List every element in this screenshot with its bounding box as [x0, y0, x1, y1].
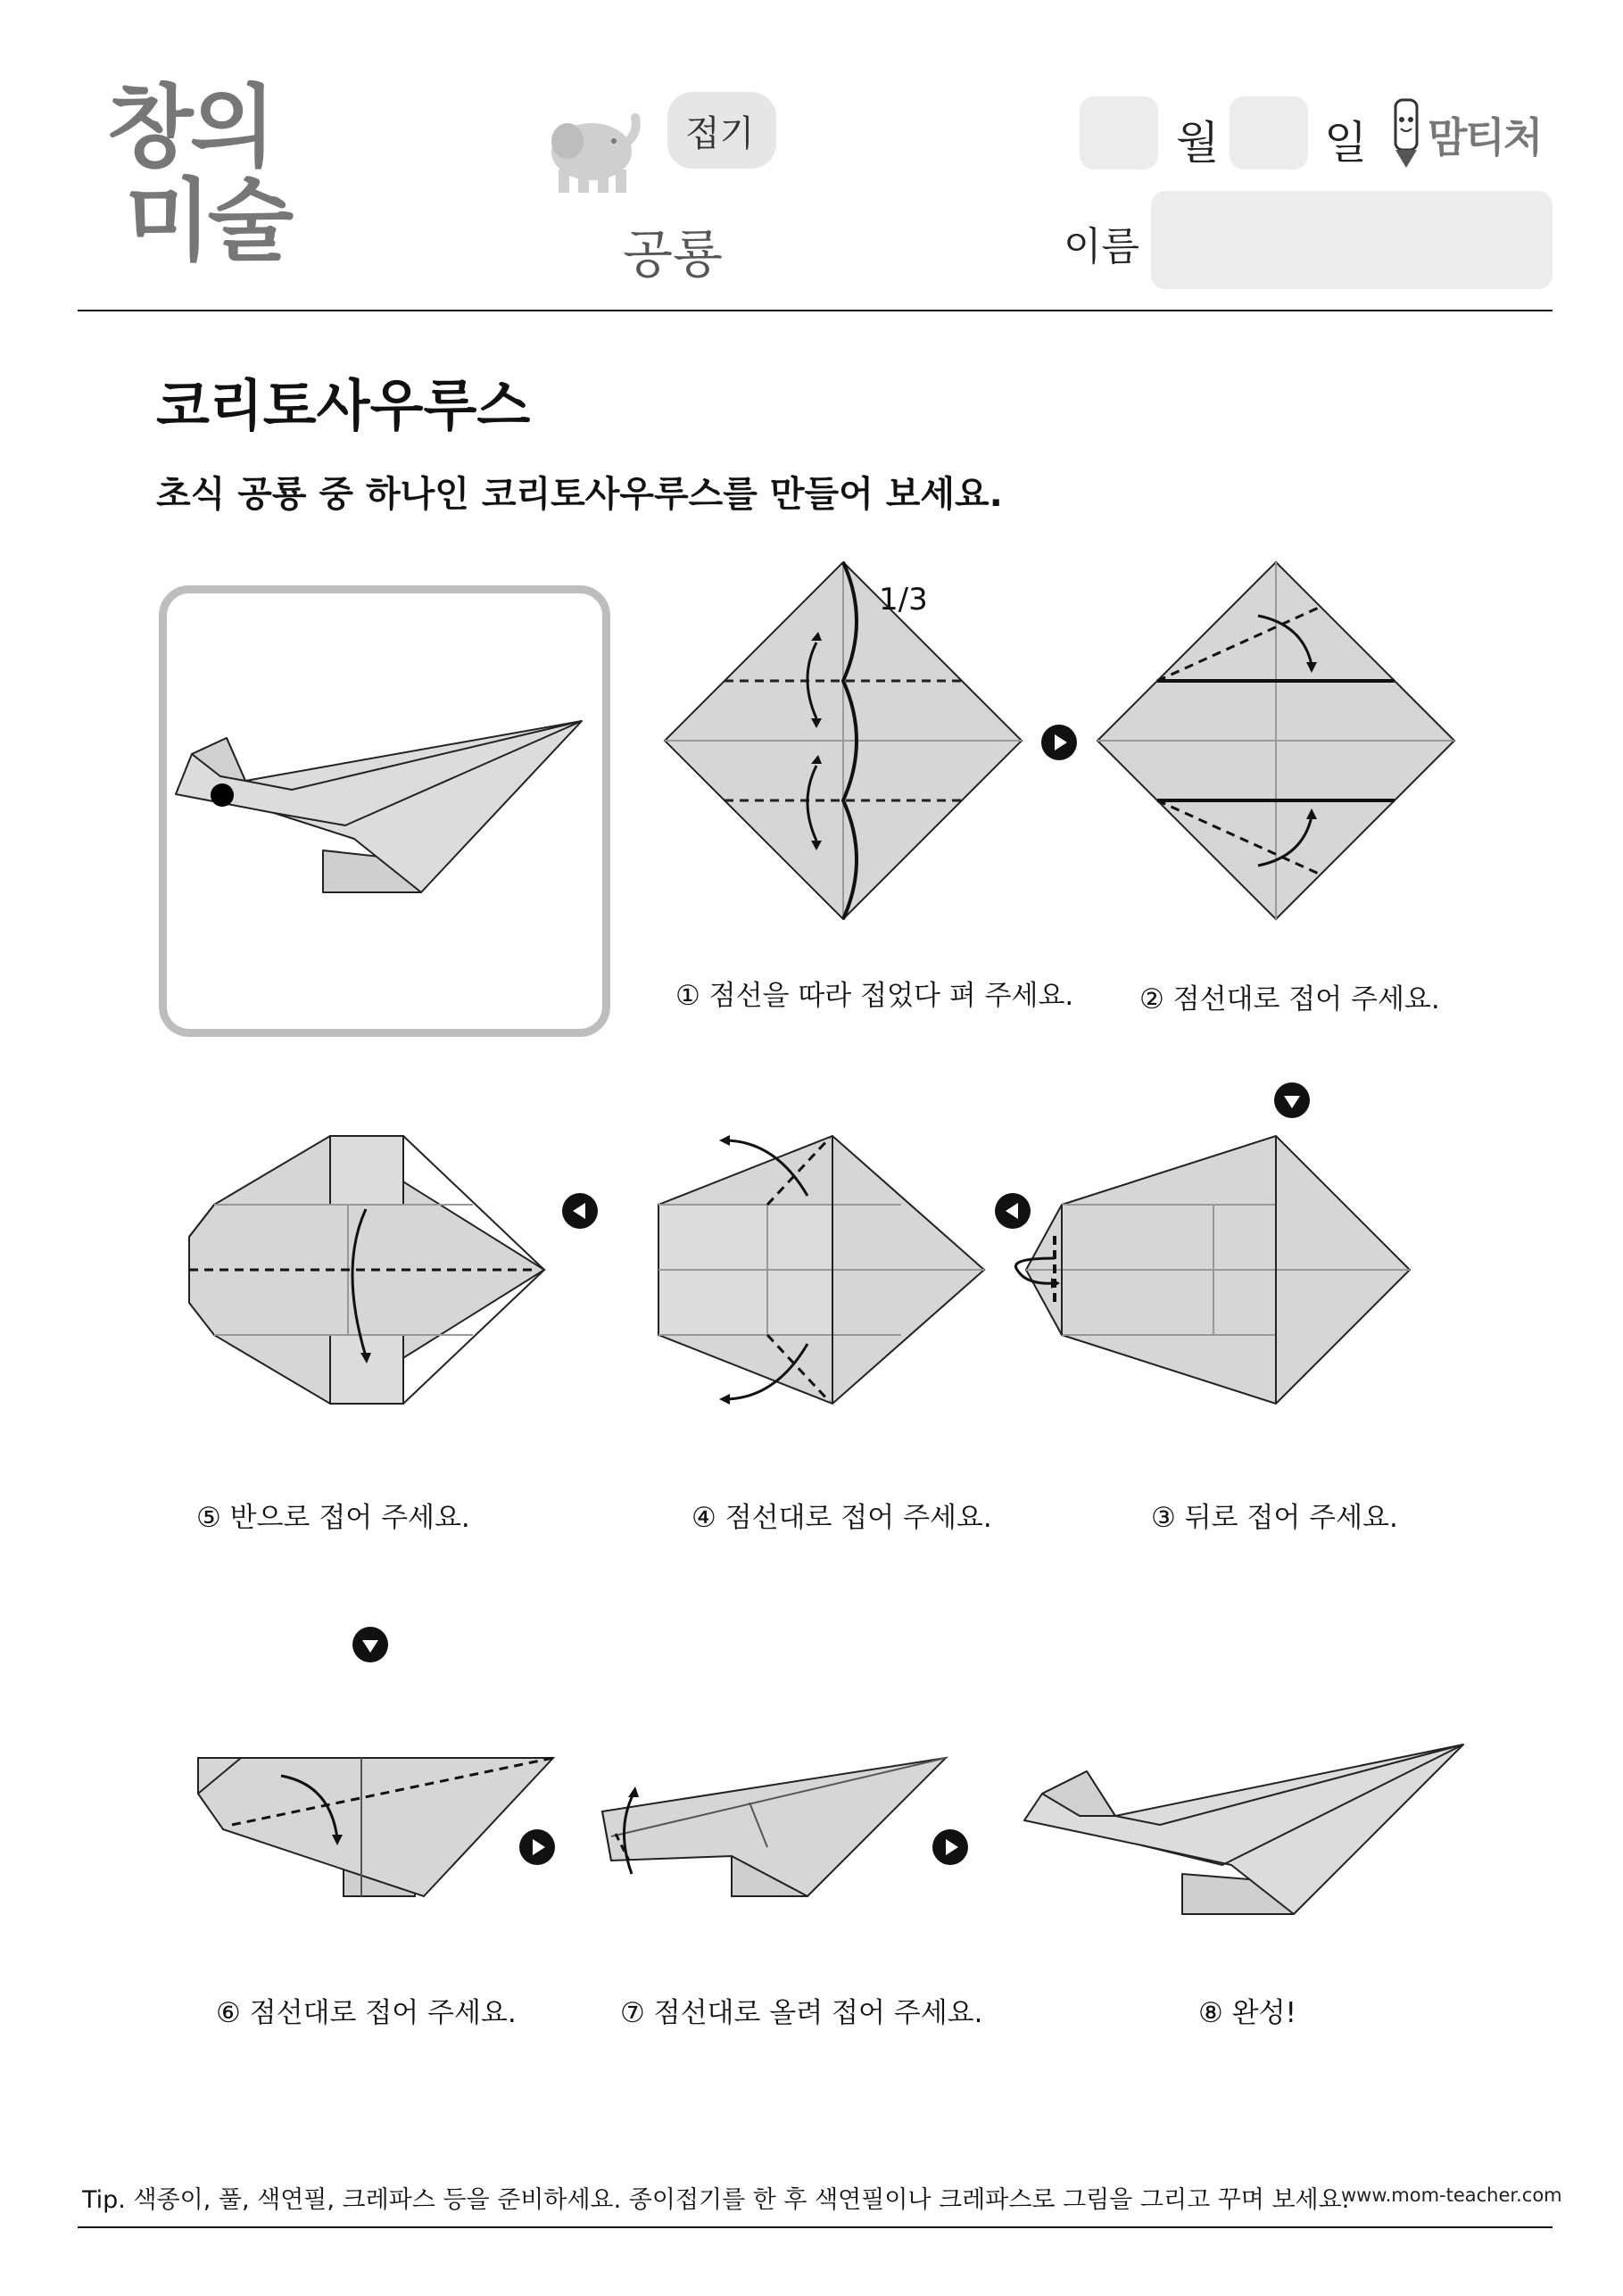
page-title: 코리토사우루스: [156, 373, 531, 438]
footer-tip: Tip. 색종이, 풀, 색연필, 크레파스 등을 준비하세요. 종이접기를 한 후 색연필이나 크레파스로 그림을 그리고 꾸며 보세요.: [82, 2186, 1350, 2214]
play-glyph: [932, 1829, 968, 1865]
day-box[interactable]: [1230, 96, 1308, 170]
step5-caption: ⑤ 반으로 접어 주세요.: [196, 1502, 470, 1534]
back-glyph: [562, 1193, 598, 1229]
logo-line1: 창의: [107, 75, 273, 179]
down-glyph: [1274, 1082, 1310, 1118]
step8-diagram: [1008, 1731, 1472, 1936]
back-glyph: [995, 1193, 1031, 1229]
month-label: 월: [1176, 117, 1220, 169]
step2-caption: ② 점선대로 접어 주세요.: [1139, 983, 1440, 1015]
month-box[interactable]: [1080, 96, 1158, 170]
elephant-mascot-icon: [542, 98, 641, 196]
page-subtitle: 초식 공룡 중 하나인 코리토사우루스를 만들어 보세요.: [156, 474, 1003, 515]
step1-diagram: [656, 553, 1031, 928]
category-badge-text: 접기: [685, 113, 755, 154]
down-glyph: [352, 1627, 388, 1662]
theme-label: 공룡: [623, 224, 724, 285]
step3-diagram: [1035, 1124, 1419, 1428]
logo-line2: 미술: [125, 169, 291, 273]
step3-caption: ③ 뒤로 접어 주세요.: [1151, 1502, 1398, 1534]
step7-diagram: [589, 1749, 964, 1927]
step1-caption: ① 점선을 따라 접었다 펴 주세요.: [675, 980, 1074, 1012]
step6-caption: ⑥ 점선대로 접어 주세요.: [216, 1997, 517, 2029]
footer-url: www.mom-teacher.com: [1341, 2184, 1562, 2206]
pencil-mascot-icon: [1381, 95, 1431, 170]
step7-caption: ⑦ 점선대로 올려 접어 주세요.: [620, 1997, 983, 2029]
name-input[interactable]: [1151, 191, 1553, 289]
step4-caption: ④ 점선대로 접어 주세요.: [691, 1502, 992, 1534]
name-label: 이름: [1064, 224, 1140, 269]
brand-logo: 맘티처: [1428, 113, 1542, 162]
play-glyph: [1041, 725, 1077, 760]
header-divider: [78, 310, 1553, 311]
step6-diagram: [187, 1740, 562, 1919]
footer-divider: [78, 2226, 1553, 2228]
step2-diagram: [1089, 553, 1463, 928]
step4-diagram: [642, 1124, 999, 1428]
day-label: 일: [1324, 117, 1368, 169]
finished-dinosaur-preview: [167, 593, 602, 1029]
fraction-label: 1/3: [879, 582, 928, 618]
play-glyph: [519, 1829, 555, 1865]
step8-caption: ⑧ 완성!: [1198, 1997, 1296, 2029]
step5-diagram: [178, 1124, 553, 1428]
